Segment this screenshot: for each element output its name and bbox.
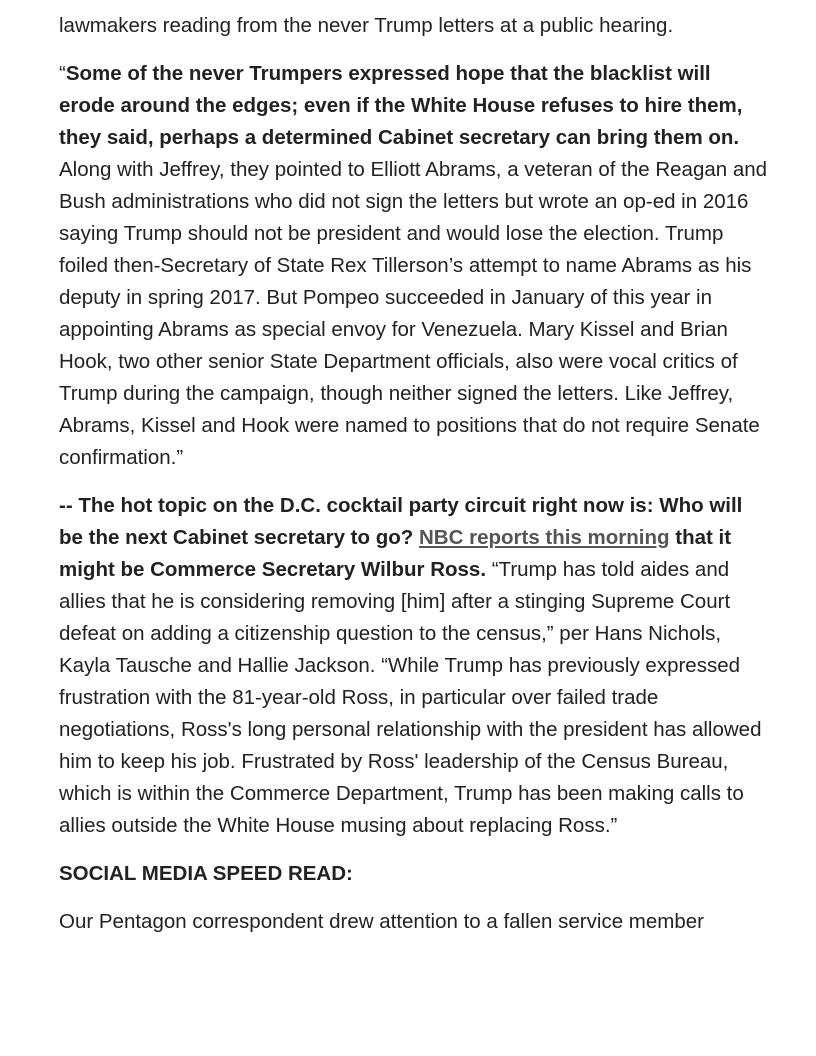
newsletter-body xyxy=(59,10,769,954)
paragraph-text: Along with Jeffrey, they pointed to Elliott Abrams, a veteran of the Reagan and Bush administrations who did not sign the letters but wrote an op-ed in 2016 saying Trump should not be president and would lose the election. Trump foiled then-Secretary of State Rex Tillerson’s attempt to name Abrams as his deputy in spring 2017. But Pompeo succeeded in January of this year in appointing Abrams as special envoy for Venezuela. Mary Kissel and Brian Hook, two other senior State Department officials, also were vocal critics of Trump during the campaign, though neither signed the letters. Like Jeffrey, Abrams, Kissel and Hook were named to positions that do not require Senate confirmation.” xyxy=(59,158,768,469)
bold-lead: Some of the never Trumpers expressed hope that the blacklist will erode around the edges; even if the White House refuses to hire them, they said, perhaps a determined Cabinet secretary can bring them on. xyxy=(59,62,743,149)
paragraph-text: “Trump has told aides and allies that he is considering removing [him] after a stinging Supreme Court defeat on adding a citizenship question to the census,” per Hans Nichols, Kayla Tausche and Hallie Jackson. “While Trump has previously expressed frustration with the 81-year-old Ross, in particular over failed trade negotiations, Ross's long personal relationship with the president has allowed him to keep his job. Frustrated by Ross' leadership of the Census Bureau, which is within the Commerce Department, Trump has been making calls to allies outside the White House musing about replacing Ross.” xyxy=(59,558,762,837)
paragraph-never-trumpers xyxy=(59,58,769,474)
bold-lead: -- The hot topic on the D.C. cocktail party circuit right now is: Who will be the next Cabinet secretary to go? xyxy=(59,494,743,549)
nbc-report-link[interactable]: NBC reports this morning xyxy=(418,526,670,549)
paragraph-text: lawmakers reading from the never Trump letters at a public hearing. xyxy=(59,14,674,37)
paragraph-cabinet-secretary xyxy=(59,490,769,842)
paragraph-lawmakers xyxy=(59,10,769,42)
paragraph-text: Our Pentagon correspondent drew attention to a fallen service member xyxy=(59,910,704,933)
bold-tail: that it might be Commerce Secretary Wilbur Ross. xyxy=(59,526,732,581)
section-heading: SOCIAL MEDIA SPEED READ: xyxy=(59,862,353,885)
open-quote: “ xyxy=(59,62,66,85)
paragraph-pentagon xyxy=(59,906,769,938)
